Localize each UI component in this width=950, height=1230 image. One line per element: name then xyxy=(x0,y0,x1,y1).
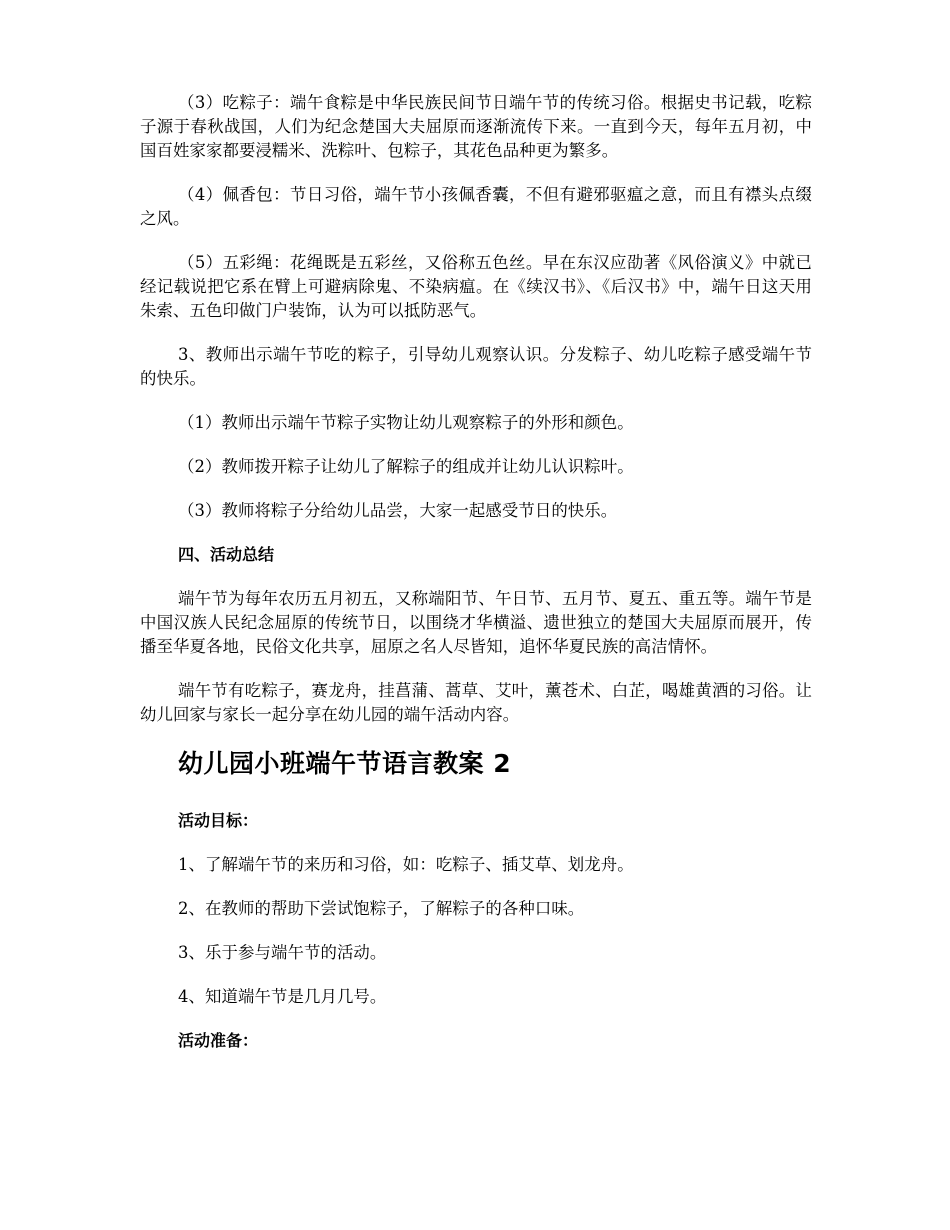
lesson-title: 幼儿园小班端午节语言教案 2 xyxy=(178,749,512,778)
section-heading-preparation: 活动准备： xyxy=(178,1031,259,1050)
paragraph-teacher-shows-zongzi: 3、教师出示端午节吃的粽子，引导幼儿观察认识。分发粽子、幼儿吃粽子感受端午节的快乐。 xyxy=(140,345,812,388)
list-item: 1、了解端午节的来历和习俗，如：吃粽子、插艾草、划龙舟。 xyxy=(178,855,634,874)
list-item: （1）教师出示端午节粽子实物让幼儿观察粽子的外形和颜色。 xyxy=(178,413,634,432)
list-item: （3）教师将粽子分给幼儿品尝，大家一起感受节日的快乐。 xyxy=(178,501,618,520)
paragraph-eat-zongzi: （3）吃粽子：端午食粽是中华民族民间节日端午节的传统习俗。根据史书记载，吃粽子源于春秋战国，人们为纪念楚国大夫屈原而逐渐流传下来。一直到今天，每年五月初，中国百姓家家都要浸糯米、洗粽叶、包粽子，其花色品种更为繁多。 xyxy=(140,93,812,160)
paragraph-five-color-rope: （5）五彩绳：花绳既是五彩丝，又俗称五色丝。早在东汉应劭著《风俗演义》中就已经记载说把它系在臂上可避病除鬼、不染病瘟。在《续汉书》、《后汉书》中，端午日这天用朱索、五色印做门户装饰，认为可以抵防恶气。 xyxy=(140,253,812,320)
list-item: 4、知道端午节是几月几号。 xyxy=(178,987,387,1006)
list-item: 2、在教师的帮助下尝试饱粽子，了解粽子的各种口味。 xyxy=(178,899,585,918)
paragraph-sachet: （4）佩香包：节日习俗，端午节小孩佩香囊，不但有避邪驱瘟之意，而且有襟头点缀之风。 xyxy=(140,185,812,228)
section-heading-summary: 四、活动总结 xyxy=(178,545,275,564)
section-heading-goals: 活动目标： xyxy=(178,811,259,830)
document-body xyxy=(140,91,812,1073)
list-item: 3、乐于参与端午节的活动。 xyxy=(178,943,387,962)
paragraph-summary-1: 端午节为每年农历五月初五，又称端阳节、午日节、五月节、夏五、重五等。端午节是中国汉族人民纪念屈原的传统节日，以围绕才华横溢、遗世独立的楚国大夫屈原而展开，传播至华夏各地，民俗文化共享，屈原之名人尽皆知，追怀华夏民族的高洁情怀。 xyxy=(140,589,812,656)
list-item: （2）教师拨开粽子让幼儿了解粽子的组成并让幼儿认识粽叶。 xyxy=(178,457,634,476)
paragraph-summary-2: 端午节有吃粽子，赛龙舟，挂菖蒲、蒿草、艾叶，薰苍术、白芷，喝雄黄酒的习俗。让幼儿回家与家长一起分享在幼儿园的端午活动内容。 xyxy=(140,681,812,724)
